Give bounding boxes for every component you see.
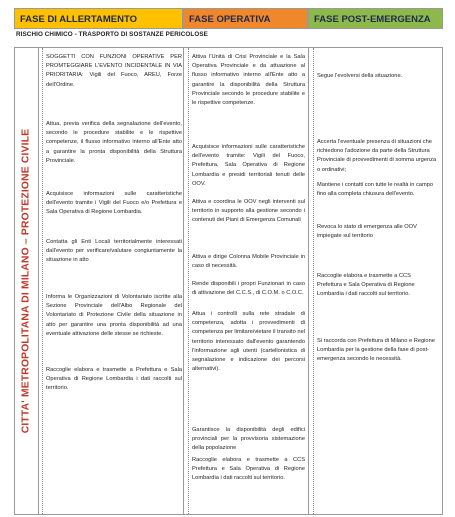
- post-paragraph: Mantiene i contatti con tutte le realtà in campo fino alla completa chiusura dell'evento.: [317, 182, 434, 198]
- operativa-paragraph: Acquisisce informazioni sulle caratteristiche dell'evento tramite: Vigili del Fuoco, Prefettura, Sala Operativa di Regione Lombardia e presidi territoriali tenuti delle OOV.: [192, 144, 305, 187]
- operativa-paragraph: Attiva l'Unità di Crisi Provinciale e la Sala Operativa Provinciale e da attuazione al flusso informativo interno all'Ente atto a garantire la disponibilità della Struttura Provinciale secondo le procedure stabilite e le rispettive competenze.: [192, 54, 305, 107]
- header-fase-post-emergenza: FASE POST-EMERGENZA: [308, 8, 443, 29]
- allertamento-paragraph: Acquisisce informazioni sulle caratteristiche dell'evento tramite i Vigili del Fuoco e/o Prefettura e Sala Operativa di Regione Lombardia.: [46, 191, 182, 216]
- allertamento-paragraph: Informa le Organizzazioni di Volontariato iscritte alla Sezione Provinciale dell'Albo Regionale del Volontariato di Protezione Civile della situazione in atto per garantire una pronta disponibilità ad una eventuale attivazione delle stesse se richieste.: [46, 294, 182, 337]
- allertamento-paragraph: SOGGETTI CON FUNZIONI OPERATIVE PER PROMTEGGIARE L'EVENTO INCIDENTALE IN VIA PRIORITARIA: Vigili del Fuoco, AREU, Forze dell'Ordine.: [46, 54, 182, 88]
- operativa-paragraph: Attiva e dirige Colonna Mobile Provinciale in caso di necessità.: [192, 254, 305, 270]
- column-divider: [42, 48, 43, 514]
- side-label-cell: [15, 48, 39, 514]
- operativa-paragraph: Attua i controlli sulla rete stradale di competenza, adotta i provvedimenti di competenza per limitare/vietare il transito nel territorio interessato dall'evento garantendo l'informazione agli utenti (cartellonistica di segnalazione e indicazione dei percorsi alternativi).: [192, 311, 305, 373]
- header-fase-allertamento: FASE DI ALLERTAMENTO: [14, 8, 183, 29]
- post-paragraph: Segue l'evolversi della situazione.: [317, 73, 403, 79]
- side-label: CITTA' METROPOLITANA DI MILANO – PROTEZIONE CIVILE: [20, 128, 32, 434]
- operativa-paragraph: Garantisce la disponibilità degli edifici provinciali per la provvisoria sistemazione della popolazione: [192, 427, 305, 452]
- column-divider: [188, 48, 189, 514]
- procedure-table: [14, 47, 443, 515]
- post-paragraph: Revoca lo stato di emergenza alle OOV impiegate sul territorio: [317, 224, 417, 240]
- table-subtitle: RISCHIO CHIMICO - TRASPORTO DI SOSTANZE PERICOLOSE: [16, 31, 208, 38]
- column-allertamento: [38, 48, 184, 514]
- allertamento-paragraph: Attua, previa verifica della segnalazione dell'evento, secondo le procedure stabilite e le rispettive competenze, il flusso informativo interno all'Ente atto a garantire la pronta disponibilità della Struttura Provinciale.: [46, 121, 182, 164]
- post-paragraph: Raccoglie elabora e trasmette a CCS Prefettura e Sala Operativa di Regione Lombardia i dati raccolti sul territorio.: [317, 273, 415, 298]
- allertamento-paragraph: Raccoglie elabora e trasmette a Prefettura e Sala Operativa di Regione Lombardia i dati raccolti sul territorio.: [46, 367, 182, 392]
- column-post-emergenza: [309, 48, 442, 514]
- column-operativa: [184, 48, 309, 514]
- column-divider: [313, 48, 314, 514]
- post-paragraph: Si raccorda con Prefettura di Milano e Regione Lombardia per la gestione della fase di post-emergenza secondo le necessità.: [317, 338, 435, 363]
- operativa-paragraph: Attiva e coordina le OOV negli interventi sul territorio in supporto alla gestione secondo i contenuti dei Piani di Emergenza Comunali: [192, 199, 305, 224]
- header-fase-operativa: FASE OPERATIVA: [183, 8, 308, 29]
- post-paragraph: Accerta l'eventuale presenza di situazioni che richiedono l'adozione da parte della Struttura Provinciale di provvedimenti di somma urgenza o ordinativi;: [317, 139, 437, 173]
- allertamento-paragraph: Contatta gli Enti Locali territorialmente interessati dall'evento per verificare/valutare congiuntamente la situazione in atto: [46, 239, 182, 264]
- operativa-paragraph: Raccoglie elabora e trasmette a CCS Prefettura e Sala Operativa di Regione Lombardia i dati raccolti sul territorio.: [192, 457, 305, 482]
- operativa-paragraph: Rende disponibili i propri Funzionari in caso di attivazione del C.C.S., di C.O.M. o C.O.C.: [192, 281, 305, 297]
